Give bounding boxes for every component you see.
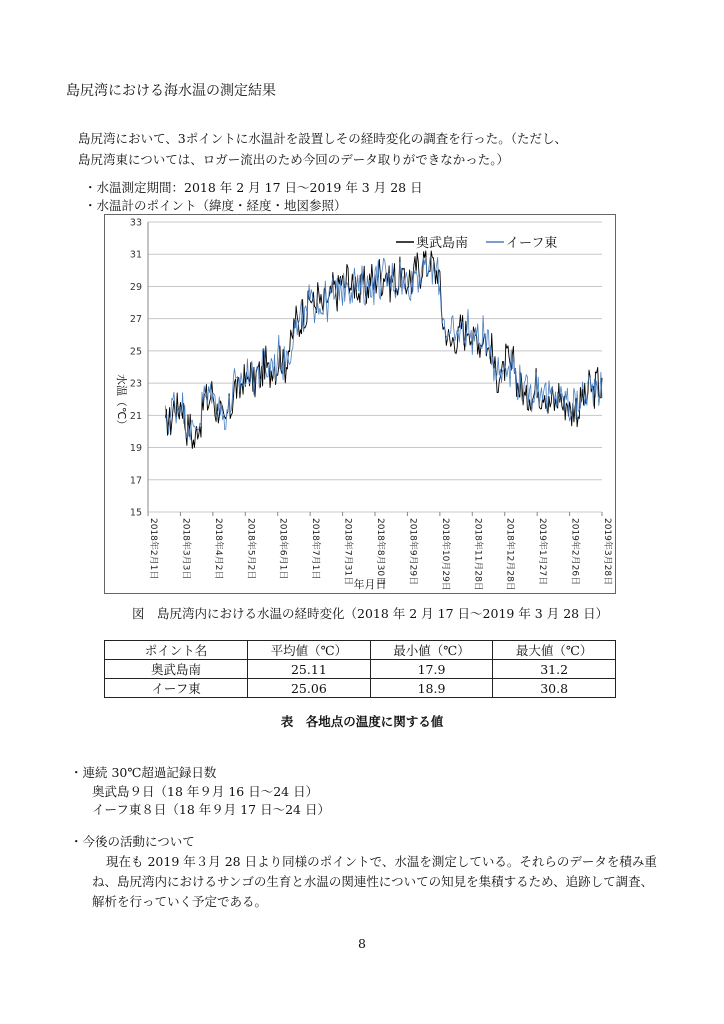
x-tick-label: 2019年2月26日 bbox=[569, 518, 580, 586]
x-tick-label: 2019年1月27日 bbox=[537, 518, 548, 586]
future-line-2: ね、島尻湾内におけるサンゴの生育と水温の関連性についての知見を集積するため、追跡して調査、 bbox=[92, 874, 654, 889]
x-tick-label: 2018年9月29日 bbox=[407, 518, 418, 586]
table-caption: 表 各地点の温度に関する値 bbox=[280, 714, 444, 729]
col-max: 最大値（℃） bbox=[493, 641, 616, 660]
temperature-chart bbox=[104, 214, 616, 594]
cell-min: 18.9 bbox=[370, 679, 493, 698]
over-30c-eefu: イーフ東８日（18 年９月 17 日〜24 日） bbox=[92, 802, 330, 817]
cell-max: 30.8 bbox=[493, 679, 616, 698]
y-tick-label: 21 bbox=[129, 410, 142, 422]
cell-min: 17.9 bbox=[370, 660, 493, 679]
y-tick-label: 23 bbox=[129, 378, 142, 390]
cell-mean: 25.06 bbox=[248, 679, 371, 698]
future-heading: ・今後の活動について bbox=[70, 834, 195, 849]
y-tick-label: 15 bbox=[129, 507, 142, 519]
future-line-3: 解析を行っていく予定である。 bbox=[92, 894, 268, 909]
legend-label-eefu: イーフ東 bbox=[506, 236, 558, 251]
page-number: 8 bbox=[358, 936, 366, 951]
x-tick-label: 2018年2月1日 bbox=[148, 518, 158, 580]
temperature-summary-table bbox=[104, 640, 616, 698]
x-tick-label: 2018年7月31日 bbox=[342, 518, 353, 586]
y-tick-label: 33 bbox=[129, 217, 142, 229]
y-tick-label: 31 bbox=[129, 249, 142, 261]
x-tick-label: 2018年8月30日 bbox=[375, 518, 385, 586]
y-tick-label: 17 bbox=[129, 475, 142, 487]
y-axis-label: 水温（℃） bbox=[115, 374, 128, 431]
x-tick-label: 2018年5月2日 bbox=[245, 518, 256, 580]
x-axis-label: 年月日 bbox=[353, 578, 387, 591]
x-tick-label: 2018年6月1日 bbox=[277, 518, 288, 580]
page-title: 島尻湾における海水温の測定結果 bbox=[66, 83, 276, 99]
col-point-name: ポイント名 bbox=[105, 641, 248, 660]
logger-points: ・水温計のポイント（緯度・経度・地図参照） bbox=[84, 198, 347, 213]
measurement-period: ・水温測定期間：2018 年 2 月 17 日〜2019 年 3 月 28 日 bbox=[84, 180, 423, 195]
temperature-chart-svg bbox=[104, 214, 616, 594]
x-tick-label: 2018年12月28日 bbox=[504, 518, 515, 591]
legend-label-okujima: 奥武島南 bbox=[416, 236, 469, 251]
cell-max: 31.2 bbox=[493, 660, 616, 679]
x-tick-label: 2018年4月2日 bbox=[212, 518, 223, 580]
cell-point-name: イーフ東 bbox=[105, 679, 248, 698]
y-tick-label: 19 bbox=[129, 443, 142, 455]
intro-line-2: 島尻湾東については、ロガー流出のため今回のデータ取りができなかった。） bbox=[78, 152, 510, 167]
table-row bbox=[105, 660, 616, 679]
y-tick-label: 25 bbox=[129, 346, 142, 358]
x-tick-label: 2018年10月29日 bbox=[439, 518, 450, 591]
x-tick-label: 2018年11月28日 bbox=[472, 518, 483, 591]
over-30c-okujima: 奥武島９日（18 年９月 16 日〜24 日） bbox=[92, 784, 319, 799]
intro-line-1: 島尻湾において、3ポイントに水温計を設置しその経時変化の調査を行った。（ただし、 bbox=[78, 131, 567, 146]
y-tick-label: 27 bbox=[129, 314, 142, 326]
table-header-row bbox=[105, 641, 616, 660]
figure-caption: 図 島尻湾内における水温の経時変化（2018 年 2 月 17 日〜2019 年 3 月 28 日） bbox=[132, 606, 609, 621]
y-tick-label: 29 bbox=[129, 281, 142, 293]
col-mean: 平均値（℃） bbox=[248, 641, 371, 660]
cell-mean: 25.11 bbox=[248, 660, 371, 679]
col-min: 最小値（℃） bbox=[370, 641, 493, 660]
x-tick-label: 2018年7月1日 bbox=[310, 518, 321, 580]
x-tick-label: 2019年3月28日 bbox=[602, 518, 612, 586]
cell-point-name: 奥武島南 bbox=[105, 660, 248, 679]
future-line-1: 現在も 2019 年３月 28 日より同様のポイントで、水温を測定している。それらのデータを積み重 bbox=[106, 854, 657, 869]
over-30c-heading: ・連続 30℃超過記録日数 bbox=[70, 765, 217, 780]
x-tick-label: 2018年3月3日 bbox=[180, 518, 191, 580]
table-row bbox=[105, 679, 616, 698]
